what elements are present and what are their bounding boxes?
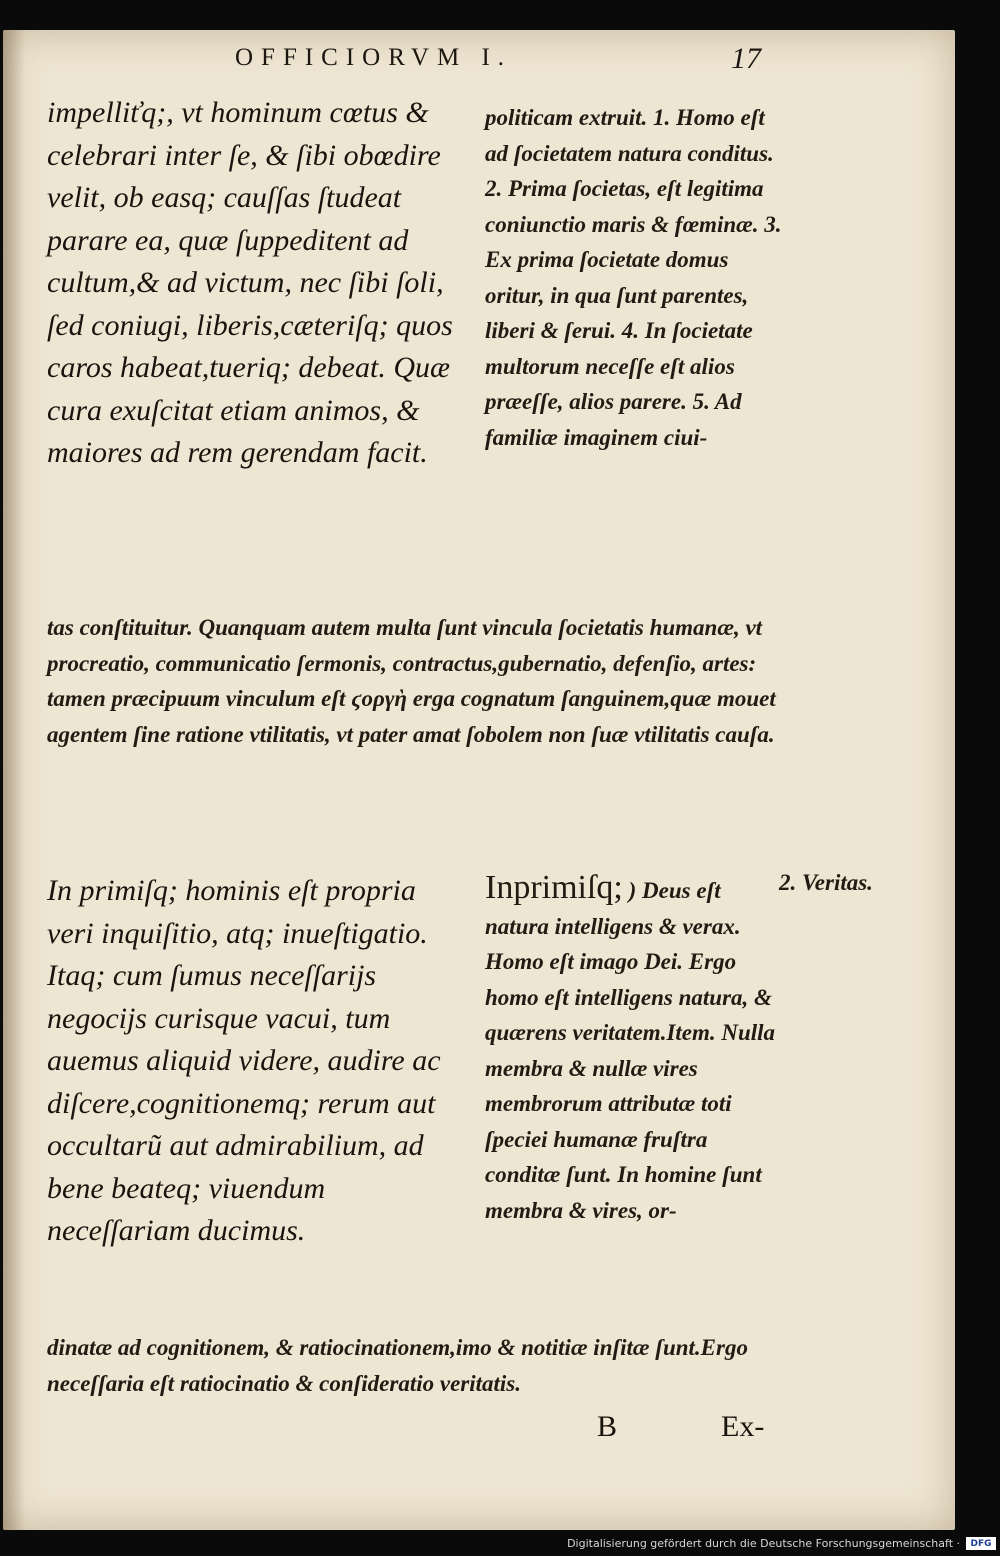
commentary-continuation-1: tas conſtituitur. Quanquam autem multa ſunt vincula ſocietatis humanæ, vt procreatio, communicatio ſermonis, contractus,gubernatio, defenſio, artes: tamen præcipuum vinculum eſt ϛοργὴ erga cognatum ſanguinem,quæ mouet agentem ſine ratione vtilitatis, vt pater amat ſobolem non ſuæ vtilitatis cauſa. <box>47 615 776 747</box>
catchword: Ex- <box>721 1410 765 1443</box>
dfg-logo: DFG <box>966 1537 996 1550</box>
page-number: 17 <box>731 42 761 75</box>
book-page <box>3 30 955 1530</box>
commentary-column-2 <box>485 870 785 1228</box>
main-text-paragraph-2: In primiſq; hominis eſt propria veri inquiſitio, atq; inueſtigatio. Itaq; cum ſumus neceſſarijs negocijs curisque vacui, tum auemus aliquid videre, audire ac diſcere,cognitionemq; rerum aut occultarũ aut admirabilium, ad bene beateq; viuendum neceſſariam ducimus. <box>47 874 441 1247</box>
digitization-credit: Digitalisierung gefördert durch die Deutsche Forschungsgemeinschaft · <box>567 1537 960 1550</box>
commentary-column-1: politicam extruit. 1. Homo eſt ad ſocietatem natura conditus. 2. Prima ſocietas, eſt legitima coniunctio maris & fœminæ. 3. Ex prima ſocietate domus oritur, in qua ſunt parentes, liberi & ſerui. 4. In ſocietate multorum neceſſe eſt alios præeſſe, alios parere. 5. Ad familiæ imaginem ciui- <box>485 105 782 450</box>
lemma: Inprimiſq; <box>485 869 623 906</box>
signature-mark: B <box>597 1410 618 1443</box>
running-head: OFFICIORVM I. <box>235 44 513 71</box>
main-text-paragraph-1: impelliťq;, vt hominum cœtus & celebrari inter ſe, & ſibi obœdire velit, ob easq; cauſſas ſtudeat parare ea, quæ ſuppeditent ad cultum,& ad victum, nec ſibi ſoli, ſed coniugi, liberis,cæteriſq; quos caros habeat,tueriq; debeat. Quæ cura exuſcitat etiam animos, & maiores ad rem gerendam facit. <box>47 96 453 469</box>
commentary-text-2: ) Deus eſt natura intelligens & verax. Homo eſt imago Dei. Ergo homo eſt intelligens natura, & quærens veritatem.Item. Nulla membra & nullæ vires membrorum attributæ toti ſpeciei humanæ fruſtra conditæ ſunt. In homine ſunt membra & vires, or- <box>485 878 776 1223</box>
margin-note: 2. Veritas. <box>779 870 873 895</box>
commentary-continuation-2: dinatæ ad cognitionem, & ratiocinationem,imo & notitiæ inſitæ ſunt.Ergo neceſſaria eſt ratiocinatio & conſideratio veritatis. <box>47 1335 748 1396</box>
